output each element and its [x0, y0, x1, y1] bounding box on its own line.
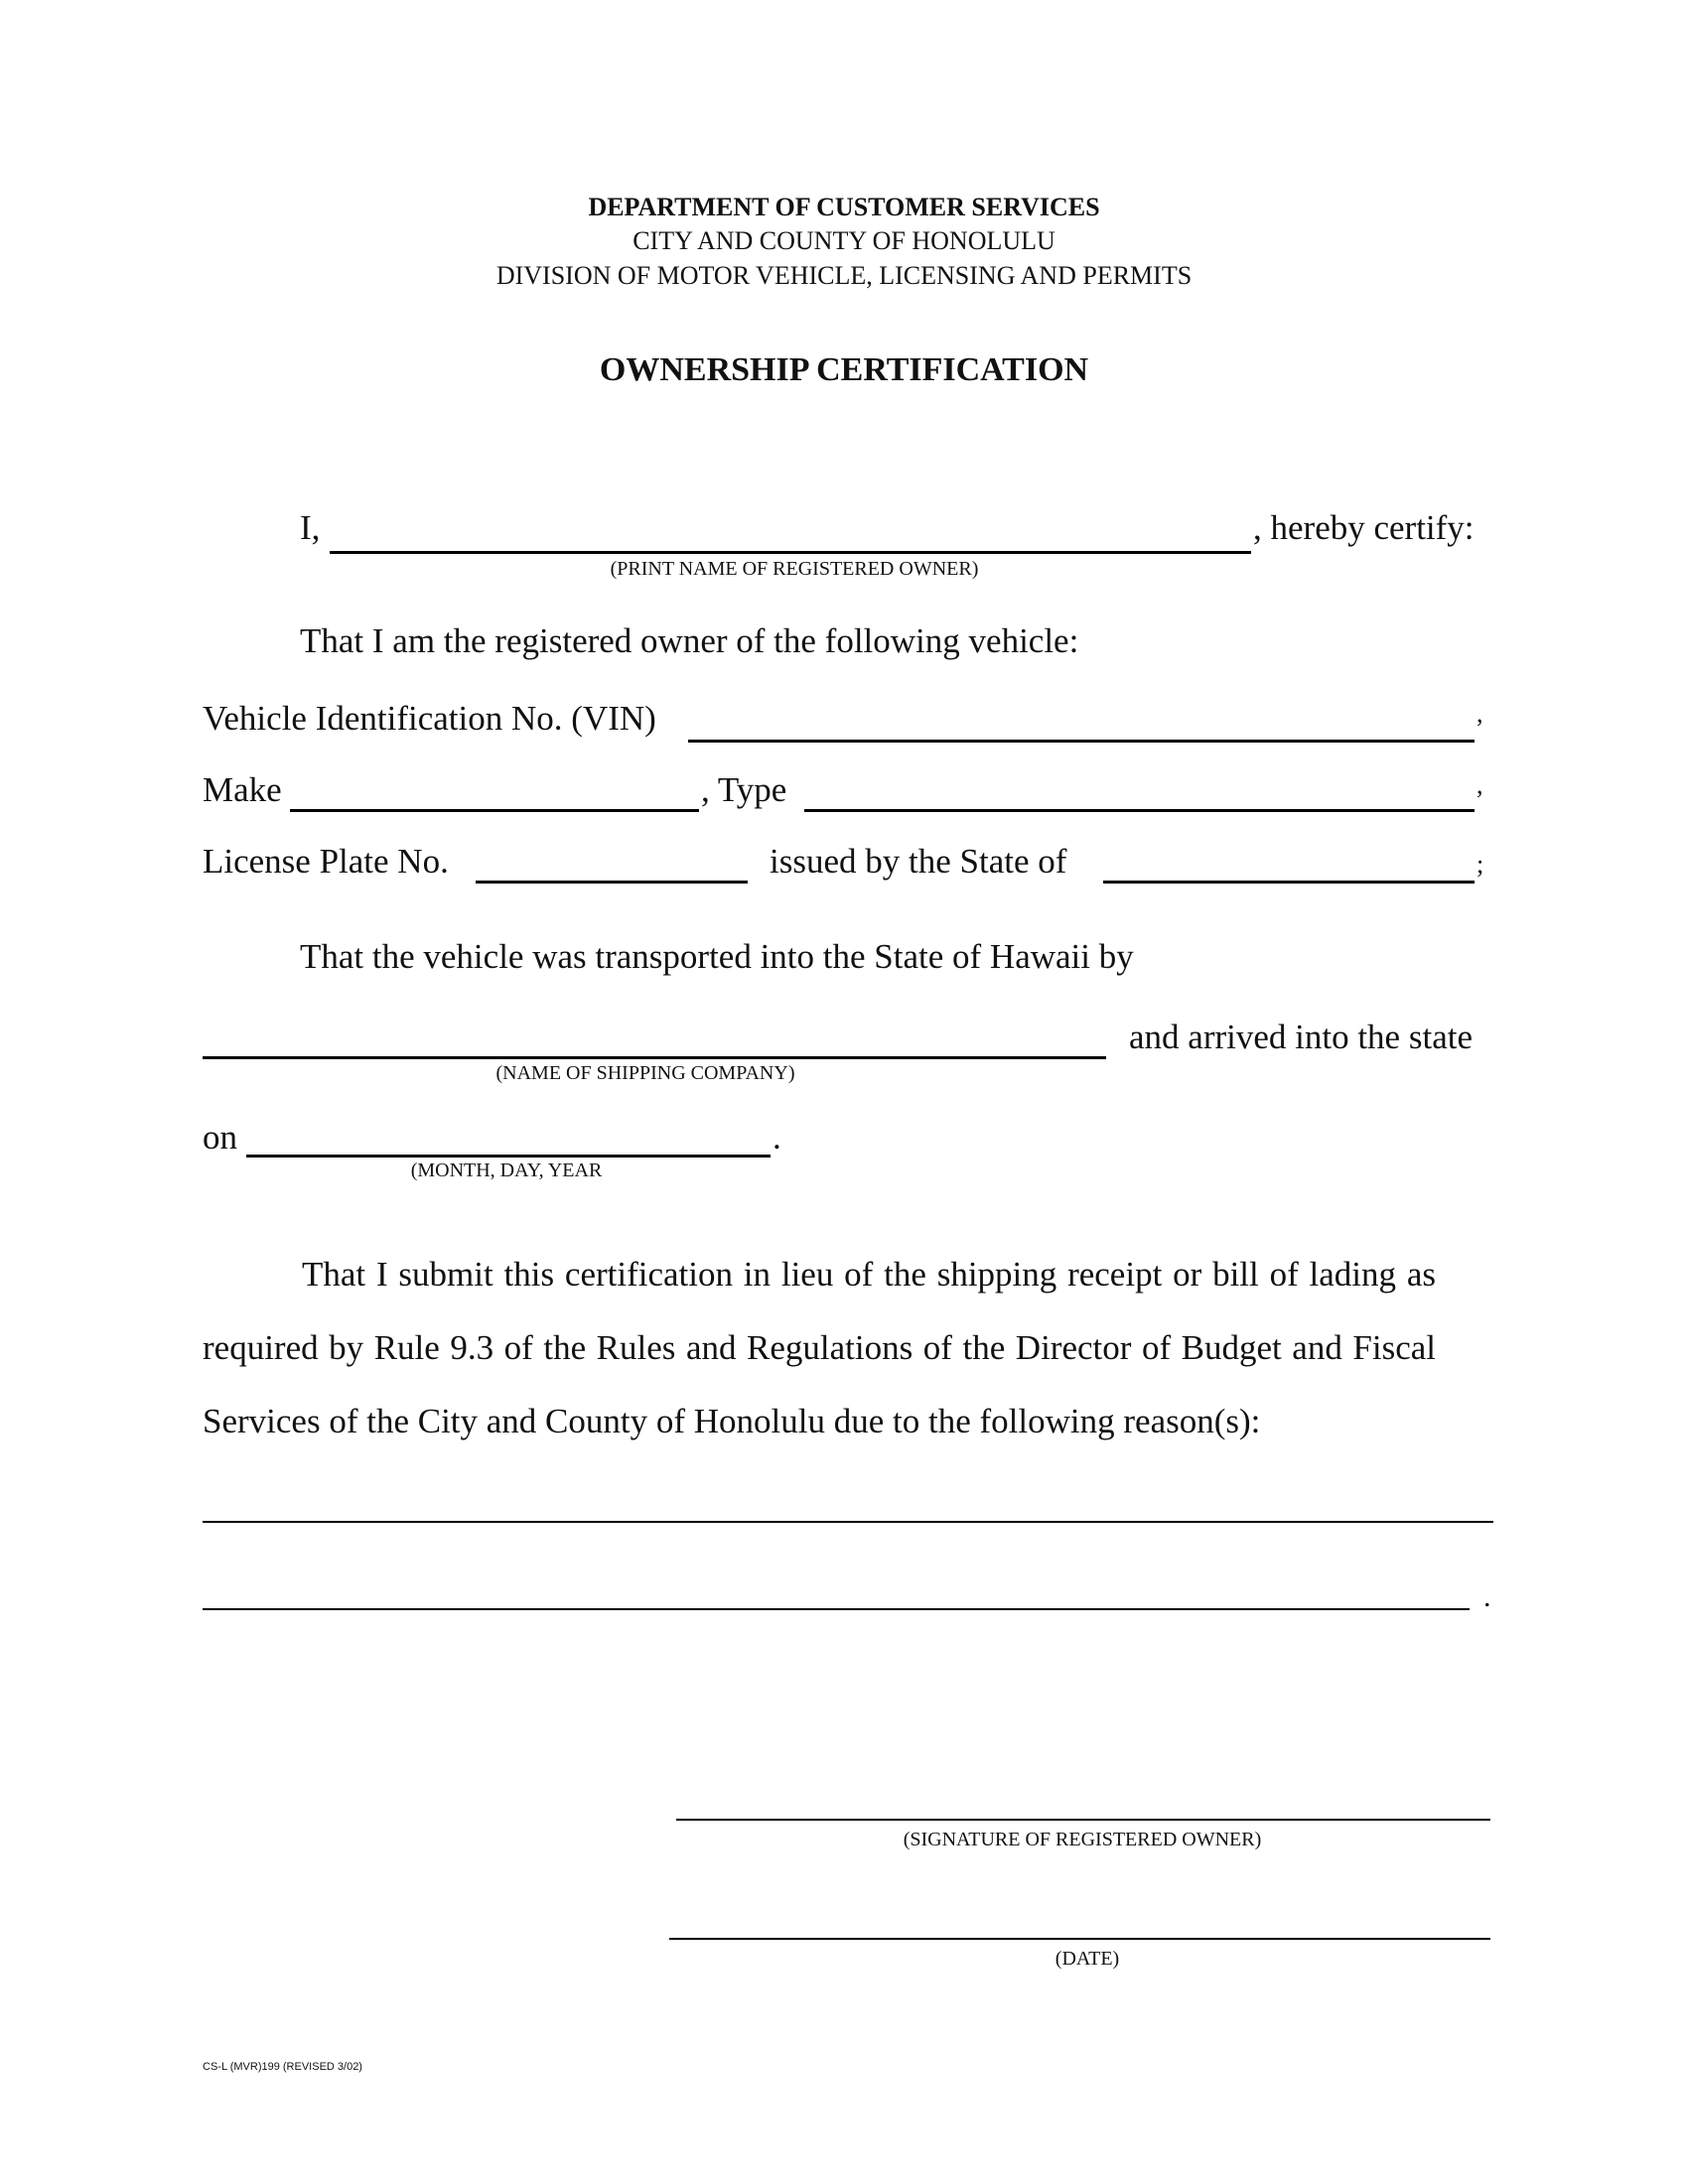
state-label: issued by the State of — [770, 842, 1067, 881]
shipping-caption: (NAME OF SHIPPING COMPANY) — [495, 1062, 795, 1084]
owner-statement: That I am the registered owner of the following vehicle: — [300, 621, 1079, 660]
owner-suffix: , hereby certify: — [1253, 508, 1475, 547]
arrival-prefix: on — [203, 1118, 237, 1157]
arrival-caption: (MONTH, DAY, YEAR — [410, 1160, 603, 1181]
arrival-date-field[interactable] — [246, 1155, 771, 1158]
reason-line-2[interactable] — [203, 1608, 1470, 1610]
owner-name-caption: (PRINT NAME OF REGISTERED OWNER) — [610, 558, 979, 580]
signature-caption: (SIGNATURE OF REGISTERED OWNER) — [903, 1829, 1262, 1850]
type-label: , Type — [701, 770, 787, 809]
date-field[interactable] — [669, 1938, 1490, 1940]
owner-prefix: I, — [300, 508, 321, 547]
form-title: OWNERSHIP CERTIFICATION — [599, 351, 1089, 388]
state-suffix: ; — [1477, 850, 1484, 879]
make-field[interactable] — [290, 809, 699, 812]
state-field[interactable] — [1103, 881, 1475, 884]
type-suffix: , — [1477, 770, 1483, 799]
signature-field[interactable] — [676, 1819, 1490, 1821]
shipping-company-field[interactable] — [203, 1056, 1106, 1059]
form-code: CS-L (MVR)199 (REVISED 3/02) — [203, 2061, 362, 2073]
reason-paragraph — [203, 1238, 1436, 1458]
transport-statement: That the vehicle was transported into the State of Hawaii by — [300, 937, 1134, 976]
reasons-end-period: . — [1483, 1580, 1491, 1613]
vin-field[interactable] — [688, 740, 1475, 743]
plate-label: License Plate No. — [203, 842, 449, 881]
reason-line-1[interactable] — [203, 1521, 1493, 1523]
division-heading: DIVISION OF MOTOR VEHICLE, LICENSING AND PERMITS — [495, 261, 1193, 290]
vin-label: Vehicle Identification No. (VIN) — [203, 699, 656, 738]
vin-suffix: , — [1477, 699, 1483, 728]
type-field[interactable] — [804, 809, 1475, 812]
owner-name-field[interactable] — [330, 551, 1251, 554]
city-heading: CITY AND COUNTY OF HONOLULU — [633, 226, 1055, 255]
make-label: Make — [203, 770, 282, 809]
plate-field[interactable] — [476, 881, 748, 884]
shipping-suffix: and arrived into the state — [1129, 1018, 1473, 1056]
date-caption: (DATE) — [1055, 1948, 1120, 1970]
reason-paragraph-text: That I submit this certification in lieu of the shipping receipt or bill of lading as required by Rule 9.3 of the Rules and Regulations of the Director of Budget and Fiscal Services of the City and County of Honolulu due to the following reason(s): — [203, 1255, 1436, 1440]
arrival-suffix: . — [773, 1118, 781, 1157]
department-heading: DEPARTMENT OF CUSTOMER SERVICES — [588, 193, 1100, 221]
